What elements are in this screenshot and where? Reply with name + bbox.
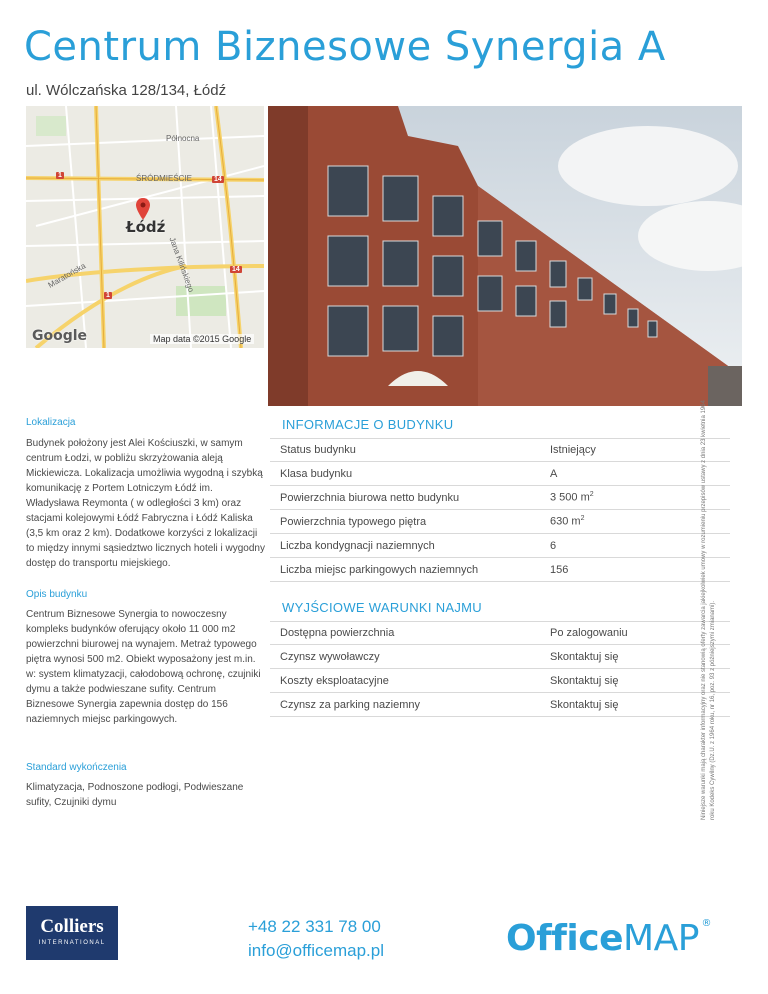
table-row	[270, 558, 730, 582]
page-title: Centrum Biznesowe Synergia A	[24, 24, 666, 70]
map-credit[interactable]: Map data ©2015 Google	[150, 334, 254, 344]
building-illustration	[268, 106, 742, 406]
description-text: Centrum Biznesowe Synergia to nowoczesny kompleks budynków oferujący około 11 000 m2 powierzchni biurowej na wynajem. Metraż typowego piętra wynosi 500 m2. Obiekt wyposażony jest m.in. w: system klimatyzacji, całodobową ochronę, czujniki dymu a także podwieszane sufity. Centrum Biznesowe Synergia zapewnia dostęp do 156 naziemnych miejsc parkingowych.	[26, 609, 261, 725]
colliers-brand: Colliers	[40, 916, 104, 937]
row-value: 6	[550, 539, 557, 552]
map-street-label: Maratońska	[46, 261, 88, 290]
map-street-label: Północna	[166, 134, 200, 143]
building-info-table	[270, 438, 730, 582]
location-heading: Lokalizacja	[26, 417, 76, 428]
row-label: Dostępna powierzchnia	[280, 627, 395, 639]
row-value: Istniejący	[550, 444, 596, 456]
table-row	[270, 462, 730, 486]
table-row	[270, 510, 730, 534]
logo-map-text: MAP	[623, 918, 699, 959]
row-value: A	[550, 467, 558, 480]
row-label: Liczba kondygnacji naziemnych	[280, 539, 435, 552]
row-value: Skontaktuj się	[550, 650, 619, 663]
description-heading: Opis budynku	[26, 589, 88, 600]
contact-block	[248, 915, 384, 963]
building-photo	[268, 106, 742, 406]
map-pin-icon[interactable]	[136, 198, 150, 220]
row-value: Skontaktuj się	[550, 674, 619, 687]
row-label: Powierzchnia biurowa netto budynku	[280, 491, 460, 504]
email-link[interactable]: info@officemap.pl	[248, 941, 385, 960]
row-label: Czynsz wywoławczy	[280, 650, 380, 663]
table-row	[270, 486, 730, 510]
lease-terms-table	[270, 621, 730, 717]
registered-mark: ®	[701, 918, 711, 929]
map-street-label: Jana Kilińskiego	[167, 236, 196, 294]
row-value: Po zalogowaniu	[550, 627, 628, 639]
standard-text: Klimatyzacja, Podnoszone podłogi, Podwieszane sufity, Czujniki dymu	[26, 782, 244, 808]
table-row	[270, 669, 730, 693]
table-row	[270, 621, 730, 645]
row-value-unit-sup: 2	[589, 491, 594, 499]
google-logo[interactable]: Google	[32, 328, 88, 344]
road-shield: 14	[214, 176, 222, 183]
row-label: Koszty eksploatacyjne	[280, 674, 389, 687]
building-info-heading: INFORMACJE O BUDYNKU	[282, 417, 454, 432]
legal-disclaimer: Niniejsze warunki mają charakter informacyjny oraz nie stanowią oferty zawarcia jakiejkolwiek umowy w rozumieniu przepisów ustawy z dnia 23 kwietnia 1964 roku Kodeks Cywilny (Dz.U. z 1964 roku, nr 16, poz. 93 z późniejszymi zmianami).	[701, 400, 716, 820]
road-shield: 1	[58, 172, 62, 179]
row-value-unit-sup: 2	[580, 515, 585, 523]
officemap-logo[interactable]	[506, 918, 711, 959]
table-row	[270, 438, 730, 462]
standard-heading: Standard wykończenia	[26, 762, 127, 773]
phone-link[interactable]: +48 22 331 78 00	[248, 917, 381, 936]
table-row	[270, 645, 730, 669]
map-district-label: ŚRÓDMIEŚCIE	[136, 174, 193, 183]
location-map[interactable]	[26, 106, 264, 348]
row-value: 156	[550, 563, 569, 576]
row-label: Liczba miejsc parkingowych naziemnych	[280, 563, 479, 576]
row-label: Czynsz za parking naziemny	[280, 698, 421, 711]
colliers-logo[interactable]	[26, 906, 118, 960]
table-row	[270, 534, 730, 558]
road-shield: 1	[106, 292, 110, 299]
map-city-label: Łódź	[126, 218, 166, 236]
row-value-text: 630 m	[550, 515, 581, 528]
road-shield: 14	[232, 266, 240, 273]
location-text: Budynek położony jest Alei Kościuszki, w samym centrum Łodzi, w pobliżu skrzyżowania aleją Mickiewicza. Lokalizacja umożliwia wygodną i szybką komunikację z Portem Lotniczym Łódź im. Władysława Reymonta ( w odległości 3 km) oraz stacjami kolejowymi Łódź Fabryczna i Łódź Kaliska (3,5 km oraz 2 km). Dodatkowe korzyści z lokalizacji to między innymi sąsiedztwo licznych hoteli i wygodny dostęp do transportu miejskiego.	[26, 438, 265, 569]
lease-terms-heading: WYJŚCIOWE WARUNKI NAJMU	[282, 600, 482, 615]
building-address: ul. Wólczańska 128/134, Łódź	[26, 82, 227, 99]
logo-office-text: Office	[506, 918, 624, 959]
row-label: Powierzchnia typowego piętra	[280, 515, 427, 528]
row-value-text: 3 500 m	[550, 491, 590, 504]
row-label: Klasa budynku	[280, 467, 353, 480]
table-row	[270, 693, 730, 717]
row-label: Status budynku	[280, 444, 356, 456]
colliers-subtitle: INTERNATIONAL	[38, 940, 106, 946]
row-value: Skontaktuj się	[550, 698, 619, 711]
